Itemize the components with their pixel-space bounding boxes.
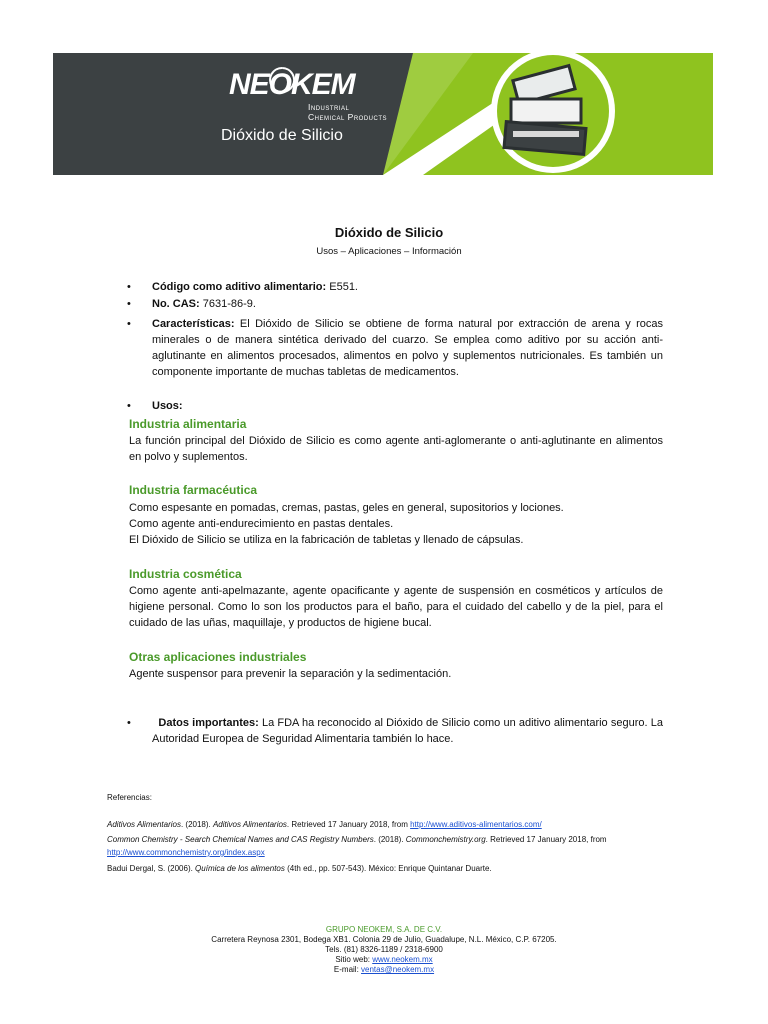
reference-2-link[interactable]: http://www.commonchemistry.org/index.aspx [107, 848, 265, 857]
footer-address: Carretera Reynosa 2301, Bodega XB1. Colonia 29 de Julio, Guadalupe, N.L. México, C.P. 67205. [211, 935, 557, 944]
reference-3: Badui Dergal, S. (2006). Química de los alimentos (4th ed., pp. 507-543). México: Enrique Quintanar Duarte. [107, 864, 492, 873]
cas-line: No. CAS: 7631-86-9. [152, 298, 256, 310]
section-heading-farmaceutica: Industria farmacéutica [129, 483, 258, 497]
reference-2: Common Chemistry - Search Chemical Names and CAS Registry Numbers. (2018). Commonchemistry.org. Retrieved 17 January 2018, from http://www.commonchemistry.org/index.aspx [107, 835, 607, 857]
caracteristicas-paragraph: Características: El Dióxido de Silicio se obtiene de forma natural por extracción de arena y rocas minerales o de manera sintética derivado del cuarzo. Se emplea como aditivo por su acción anti-aglutinante en alimentos procesados, alimentos en polvo y suplementos nutricionales. Es también un componente importante de muchas tabletas de medicamentos. [152, 318, 663, 378]
section-line-farmaceutica-2: Como agente anti-endurecimiento en pastas dentales. [129, 518, 394, 530]
company-logo: NEOKEM [229, 68, 355, 101]
bullet: • [127, 717, 131, 729]
section-text-cosmetica: Como agente anti-apelmazante, agente opacificante y agente de suspensión en cosméticos y artículos de higiene personal. Como lo son los productos para el baño, para el cuidado del cabello y de la piel, para el cuidado de las uñas, maquillaje, y productos de higiene bucal. [129, 585, 663, 629]
logo-subtitle: Industrial Chemical Products [308, 102, 388, 122]
section-line-farmaceutica-3: El Dióxido de Silicio se utiliza en la fabricación de tabletas y llenado de cápsulas. [129, 534, 524, 546]
website-link[interactable]: www.neokem.mx [372, 955, 433, 964]
header-banner [53, 53, 713, 175]
bullet: • [127, 400, 131, 412]
bullet: • [127, 318, 131, 330]
footer-phones: Tels. (81) 8326-1189 / 2318-6900 [325, 945, 443, 954]
section-heading-alimentaria: Industria alimentaria [129, 417, 247, 431]
usos-label: Usos: [152, 400, 183, 412]
banner-title: Dióxido de Silicio [221, 127, 343, 144]
footer-website: Sitio web: www.neokem.mx [335, 955, 433, 964]
footer-email: E-mail: ventas@neokem.mx [333, 965, 435, 974]
reference-1-link[interactable]: http://www.aditivos-alimentarios.com/ [410, 820, 542, 829]
books-stack-icon [504, 66, 586, 155]
datos-importantes-paragraph: Datos importantes: La FDA ha reconocido al Dióxido de Silicio como un aditivo alimentario seguro. La Autoridad Europea de Seguridad Alimentaria también lo hace. [152, 717, 663, 745]
codigo-line: Código como aditivo alimentario: E551. [152, 281, 358, 293]
reference-1: Aditivos Alimentarios. (2018). Aditivos Alimentarios. Retrieved 17 January 2018, from http://www.aditivos-alimentarios.com/ [107, 820, 542, 829]
page-title: Dióxido de Silicio [334, 225, 444, 240]
section-heading-otras: Otras aplicaciones industriales [129, 650, 307, 664]
section-heading-cosmetica: Industria cosmética [129, 567, 242, 581]
section-line-farmaceutica-1: Como espesante en pomadas, cremas, pastas, geles en general, supositorios y lociones. [129, 502, 564, 514]
page-subtitle: Usos – Aplicaciones – Información [316, 246, 462, 257]
footer-company: GRUPO NEOKEM, S.A. DE C.V. [325, 925, 443, 934]
email-link[interactable]: ventas@neokem.mx [361, 965, 435, 974]
section-text-alimentaria: La función principal del Dióxido de Silicio es como agente anti-aglomerante o anti-aglutinante en alimentos en polvo y suplementos. [129, 435, 663, 463]
footer [0, 925, 768, 975]
references-label: Referencias: [107, 793, 152, 802]
bullet: • [127, 281, 131, 293]
bullet: • [127, 298, 131, 310]
section-text-otras: Agente suspensor para prevenir la separación y la sedimentación. [129, 668, 452, 680]
